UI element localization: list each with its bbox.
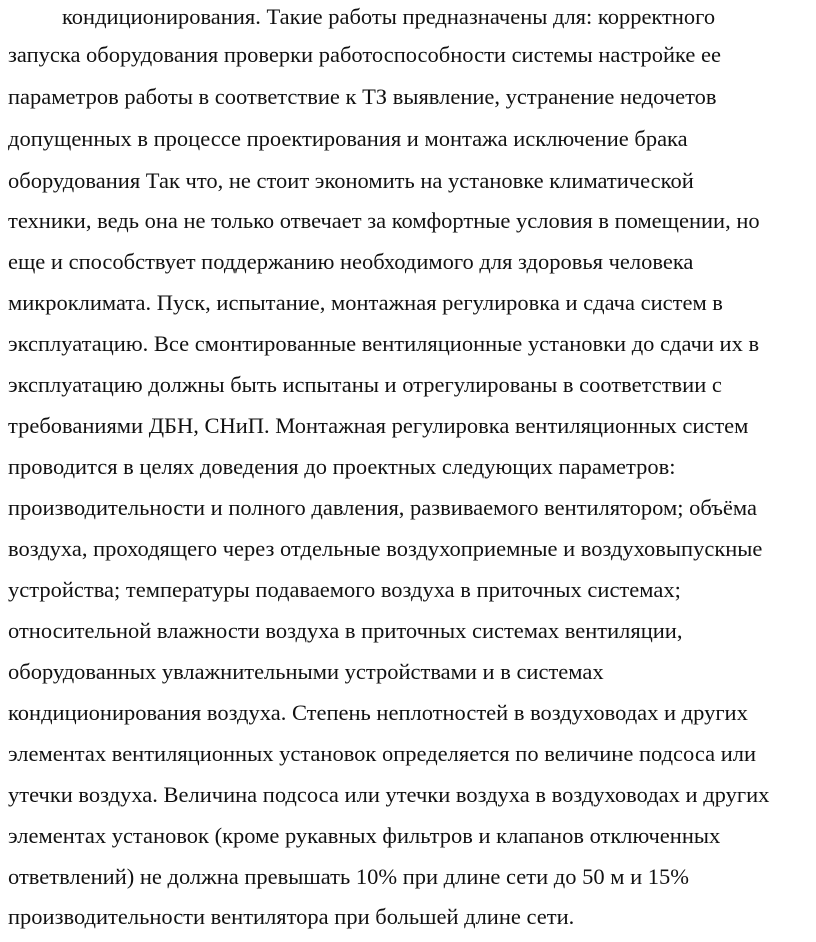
text-line: допущенных в процессе проектирования и монтажа исключение брака xyxy=(8,126,688,151)
text-line: эксплуатацию. Все смонтированные вентиляционные установки до сдачи их в xyxy=(8,331,760,356)
text-line: производительности вентилятора при большей длине сети. xyxy=(8,904,575,929)
text-line: кондиционирования воздуха. Степень неплотностей в воздуховодах и других xyxy=(8,700,748,725)
text-line: устройства; температуры подаваемого воздуха в приточных системах; xyxy=(8,577,681,602)
text-line: еще и способствует поддержанию необходимого для здоровья человека xyxy=(8,249,694,274)
text-line: проводится в целях доведения до проектных следующих параметров: xyxy=(8,454,676,479)
text-line: микроклимата. Пуск, испытание, монтажная регулировка и сдача систем в xyxy=(8,290,723,315)
text-line: утечки воздуха. Величина подсоса или утечки воздуха в воздуховодах и других xyxy=(8,782,770,807)
text-line: ответвлений) не должна превышать 10% при длине сети до 50 м и 15% xyxy=(8,864,689,889)
text-line: техники, ведь она не только отвечает за комфортные условия в помещении, но xyxy=(8,208,760,233)
text-line: кондиционирования. Такие работы предназначены для: корректного xyxy=(62,4,716,29)
text-line: воздуха, проходящего через отдельные воздухоприемные и воздуховыпускные xyxy=(8,536,763,561)
text-line: оборудования Так что, не стоит экономить на установке климатической xyxy=(8,168,694,193)
text-line: параметров работы в соответствие к ТЗ выявление, устранение недочетов xyxy=(8,84,717,109)
text-line: требованиями ДБН, СНиП. Монтажная регулировка вентиляционных систем xyxy=(8,413,749,438)
text-line: эксплуатацию должны быть испытаны и отрегулированы в соответствии с xyxy=(8,372,722,397)
text-line: элементах установок (кроме рукавных фильтров и клапанов отключенных xyxy=(8,823,721,848)
text-line: оборудованных увлажнительными устройствами и в системах xyxy=(8,659,604,684)
text-line: элементах вентиляционных установок определяется по величине подсоса или xyxy=(8,741,757,766)
text-line: относительной влажности воздуха в приточных системах вентиляции, xyxy=(8,618,683,643)
text-line: запуска оборудования проверки работоспособности системы настройке ее xyxy=(8,42,722,67)
text-line: производительности и полного давления, развиваемого вентилятором; объёма xyxy=(8,495,757,520)
